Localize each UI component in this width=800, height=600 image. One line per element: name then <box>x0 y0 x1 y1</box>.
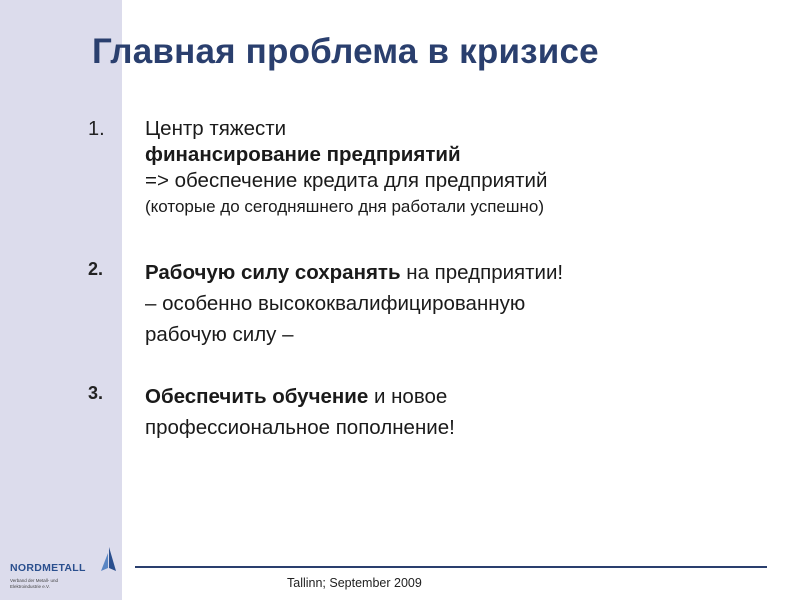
item-1-line-4: (которые до сегодняшнего дня работали успешно) <box>145 197 544 216</box>
left-sidebar-band <box>0 0 122 600</box>
logo-subtitle-line-2: Elektroindustrie e.V. <box>10 584 50 589</box>
item-3-line-1-bold: Обеспечить обучение <box>145 385 369 408</box>
item-2-line-2: – особенно высококвалифицированную <box>145 292 526 315</box>
item-3-line-1-rest: и новое <box>368 385 448 408</box>
list-item-1-text <box>145 116 785 218</box>
footer-rule <box>135 566 767 568</box>
list-number-1: 1. <box>88 118 105 140</box>
item-1-line-1: Центр тяжести <box>145 117 287 140</box>
item-3-line-1 <box>145 381 785 412</box>
logo-wordmark: NORDMETALL <box>10 562 86 574</box>
item-1-line-2: финансирование предприятий <box>145 143 461 166</box>
item-1-line-3: => обеспечение кредита для предприятий <box>145 169 548 192</box>
slide-title: Главная проблема в кризисе <box>92 32 599 71</box>
list-number-3: 3. <box>88 383 104 403</box>
sail-icon <box>100 547 118 575</box>
item-2-line-3: рабочую силу – <box>145 323 294 346</box>
list-item-2-text <box>145 257 785 350</box>
list-item-3-text <box>145 381 785 443</box>
logo-subtitle <box>10 578 58 590</box>
list-number-2: 2. <box>88 259 104 279</box>
item-2-line-1-rest: на предприятии! <box>400 261 564 284</box>
nordmetall-logo <box>10 545 122 595</box>
footer-text: Tallinn; September 2009 <box>287 576 422 590</box>
logo-subtitle-line-1: Verband der Metall- und <box>10 578 59 583</box>
item-3-line-2: профессиональное пополнение! <box>145 416 455 439</box>
item-2-line-1 <box>145 257 785 288</box>
item-2-line-1-bold: Рабочую силу сохранять <box>145 261 401 284</box>
